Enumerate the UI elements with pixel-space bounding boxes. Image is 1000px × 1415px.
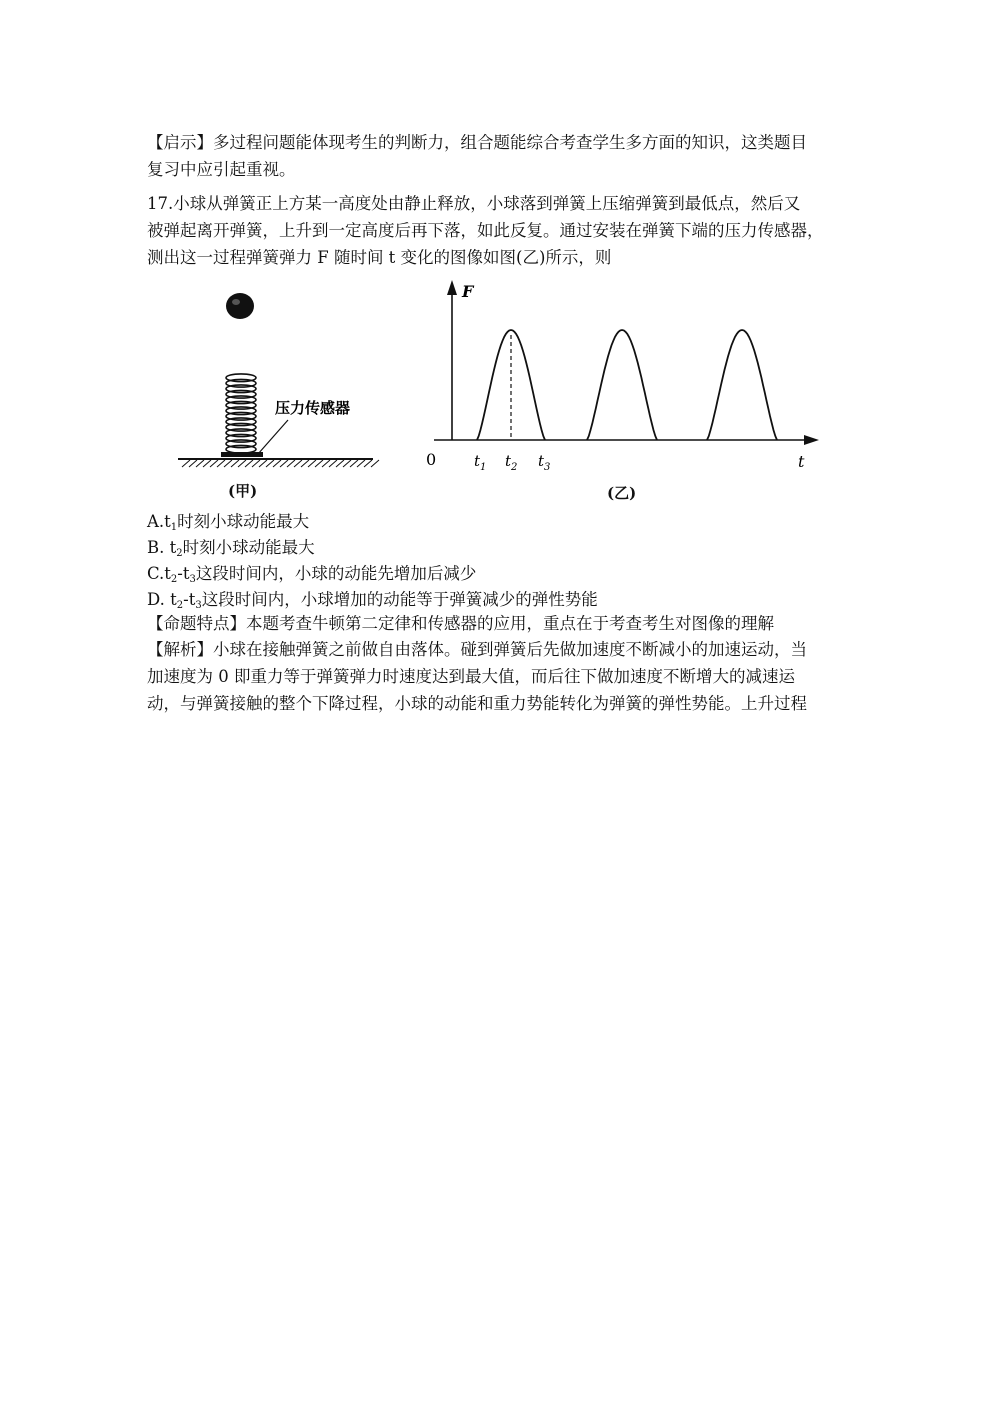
- hatch-line: [231, 460, 239, 467]
- hatch-line: [329, 460, 337, 467]
- analysis-line-2: 加速度为 0 即重力等于弹簧弹力时速度达到最大值，而后往下做加速度不断增大的减速运: [147, 667, 795, 686]
- figure-yi: [414, 275, 834, 475]
- sensor-leader-line: [258, 420, 288, 454]
- option-c-sub1: 2: [170, 574, 178, 585]
- hatch-line: [336, 460, 344, 467]
- option-d-sub1: 2: [176, 600, 184, 611]
- hatch-line: [217, 460, 225, 467]
- hatch-line: [189, 460, 197, 467]
- option-d-sub2: 3: [195, 600, 202, 611]
- ball: [226, 293, 254, 319]
- caption-yi: (乙): [607, 484, 637, 502]
- hatch-line: [203, 460, 211, 467]
- hatch-line: [350, 460, 358, 467]
- ball-highlight: [232, 299, 240, 305]
- option-d-prefix: D. t: [147, 590, 177, 609]
- option-a: [147, 512, 309, 538]
- hatch-line: [343, 460, 351, 467]
- origin-label: 0: [426, 450, 437, 469]
- spring-coil: [226, 445, 256, 453]
- question-line-2: 被弹起离开弹簧，上升到一定高度后再下落，如此反复。通过安装在弹簧下端的压力传感器，: [147, 221, 824, 240]
- hatch-line: [308, 460, 316, 467]
- hint-line-1: 【启示】多过程问题能体现考生的判断力，组合题能综合考查学生多方面的知识，这类题目: [147, 133, 807, 152]
- tick-label-t3: $t_3$: [538, 452, 551, 473]
- hatch-line: [182, 460, 190, 467]
- option-b: [147, 538, 315, 564]
- hatch-line: [252, 460, 260, 467]
- hatch-line: [287, 460, 295, 467]
- y-axis-arrow: [447, 280, 457, 295]
- tick-label-t2: $t_2$: [505, 452, 518, 473]
- hatch-line: [266, 460, 274, 467]
- force-pulse-2: [587, 330, 657, 440]
- option-c-mid: -t: [177, 564, 190, 583]
- hatch-line: [364, 460, 372, 467]
- option-d: [147, 590, 598, 616]
- analysis-line-1: 【解析】小球在接触弹簧之前做自由落体。碰到弹簧后先做加速度不断减小的加速运动，当: [147, 640, 807, 659]
- figure-jia: [168, 282, 383, 472]
- feature-line: 【命题特点】本题考查牛顿第二定律和传感器的应用，重点在于考查考生对图像的理解: [147, 614, 774, 633]
- analysis-line-3: 动，与弹簧接触的整个下降过程，小球的动能和重力势能转化为弹簧的弹性势能。上升过程: [147, 694, 807, 713]
- option-d-text: 这段时间内，小球增加的动能等于弹簧减少的弹性势能: [201, 590, 598, 609]
- hatch-line: [245, 460, 253, 467]
- hatch-line: [196, 460, 204, 467]
- x-axis-label: t: [798, 452, 805, 471]
- question-line-1: 17.小球从弹簧正上方某一高度处由静止释放，小球落到弹簧上压缩弹簧到最低点，然后又: [147, 194, 801, 213]
- hatch-line: [280, 460, 288, 467]
- option-c: [147, 564, 476, 590]
- option-a-text: 时刻小球动能最大: [177, 512, 310, 531]
- option-a-prefix: A.t: [147, 512, 171, 531]
- sensor-label: 压力传感器: [275, 399, 351, 417]
- hatch-line: [210, 460, 218, 467]
- spring: [226, 374, 256, 453]
- hatch-line: [357, 460, 365, 467]
- tick-label-t1: $t_1$: [474, 452, 487, 473]
- option-b-prefix: B. t: [147, 538, 177, 557]
- option-d-mid: -t: [183, 590, 196, 609]
- hatch-line: [322, 460, 330, 467]
- force-pulse-3: [707, 330, 777, 440]
- caption-jia: (甲): [228, 482, 258, 500]
- option-c-prefix: C.t: [147, 564, 171, 583]
- option-c-text: 这段时间内，小球的动能先增加后减少: [195, 564, 477, 583]
- hatch-line: [224, 460, 232, 467]
- ground-hatch: [182, 460, 379, 467]
- hatch-line: [273, 460, 281, 467]
- y-axis-label: F: [462, 282, 474, 301]
- question-line-3: 测出这一过程弹簧弹力 F 随时间 t 变化的图像如图(乙)所示，则: [147, 248, 612, 267]
- hint-line-2: 复习中应引起重视。: [147, 160, 296, 179]
- pressure-sensor: [221, 452, 263, 457]
- hatch-line: [371, 460, 379, 467]
- option-b-text: 时刻小球动能最大: [182, 538, 315, 557]
- hatch-line: [301, 460, 309, 467]
- hatch-line: [259, 460, 267, 467]
- x-axis-arrow: [804, 435, 819, 445]
- option-c-sub2: 3: [189, 574, 196, 585]
- hatch-line: [238, 460, 246, 467]
- hatch-line: [294, 460, 302, 467]
- option-a-sub: 1: [170, 522, 178, 533]
- option-b-sub: 2: [176, 548, 183, 559]
- hatch-line: [315, 460, 323, 467]
